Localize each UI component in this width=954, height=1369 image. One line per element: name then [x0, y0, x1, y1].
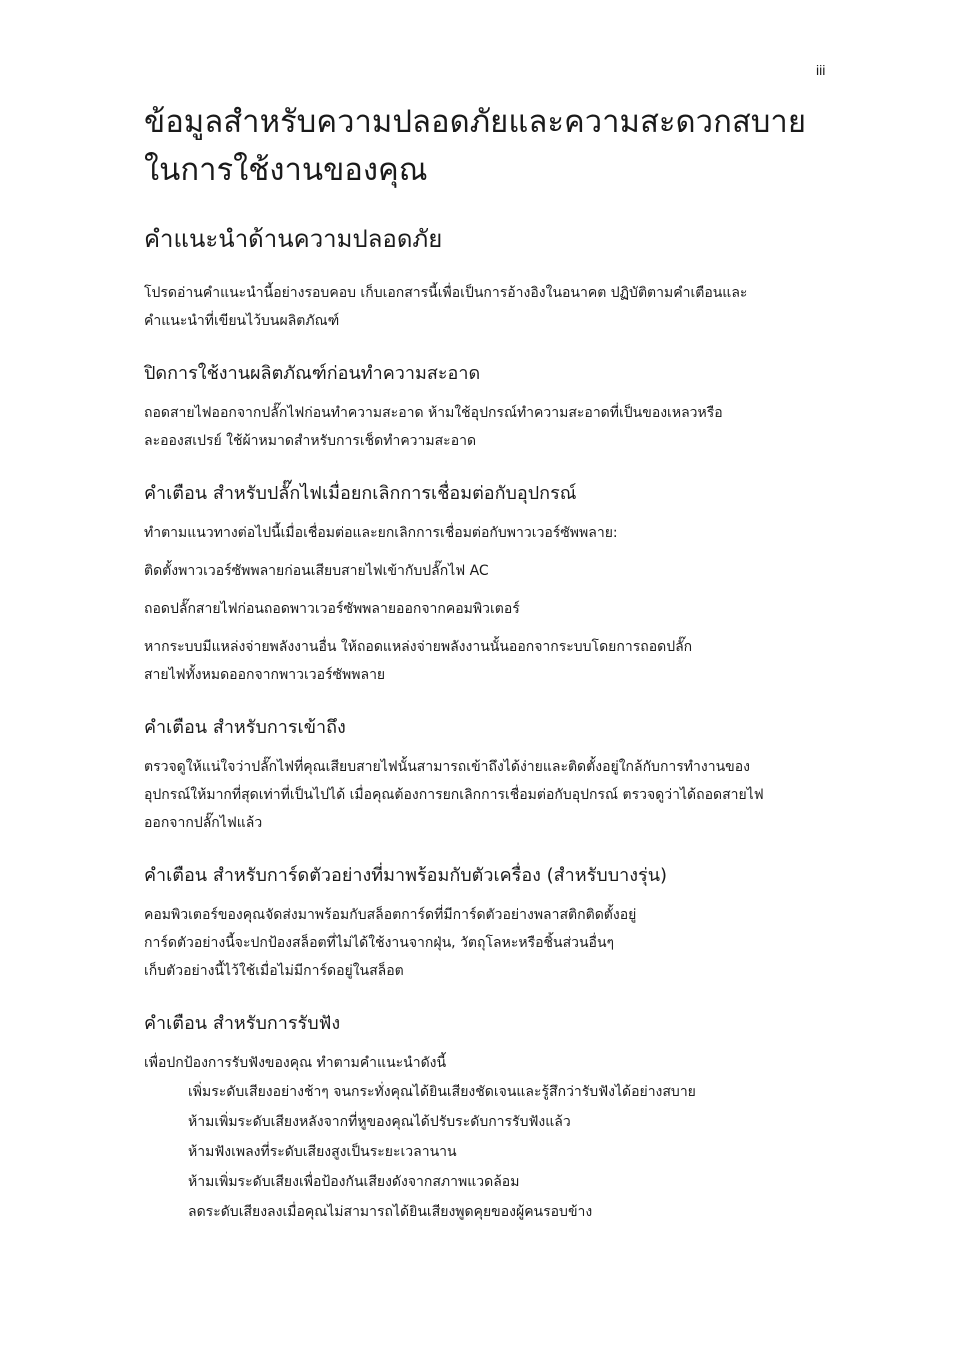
access-warning-section [144, 716, 834, 837]
safety-intro-paragraph [144, 279, 834, 335]
page-title [144, 98, 834, 194]
document-body [144, 98, 834, 1227]
dummy-card-line-1: คอมพิวเตอร์ของคุณจัดส่งมาพร้อมกับสล็อตการ์ดที่มีการ์ดตัวอย่างพลาสติกติดตั้งอยู่ [144, 907, 637, 923]
plug-warning-p4-line-1: หากระบบมีแหล่งจ่ายพลังงานอื่น ให้ถอดแหล่งจ่ายพลังงานนั้นออกจากระบบโดยการถอดปลั๊ก [144, 639, 693, 655]
hearing-warning-section [144, 1012, 834, 1227]
hearing-tip-item: ห้ามเพิ่มระดับเสียงเพื่อป้องกันเสียงดังจากสภาพแวดล้อม [188, 1174, 520, 1190]
dummy-card-warning-paragraph [144, 901, 834, 985]
cleaning-section [144, 362, 834, 455]
access-warning-heading: คำเตือน สำหรับการเข้าถึง [144, 717, 346, 738]
hearing-tips-list [144, 1077, 834, 1227]
page-title-line-1: ข้อมูลสำหรับความปลอดภัยและความสะดวกสบาย [144, 104, 807, 140]
cleaning-paragraph [144, 399, 834, 455]
dummy-card-warning-section [144, 864, 834, 985]
page-title-line-2: ในการใช้งานของคุณ [144, 152, 428, 188]
hearing-tip-item: ลดระดับเสียงลงเมื่อคุณไม่สามารถได้ยินเสียงพูดคุยของผู้คนรอบข้าง [188, 1204, 593, 1220]
plug-warning-section [144, 482, 834, 689]
safety-intro-line-2: คำแนะนำที่เขียนไว้บนผลิตภัณฑ์ [144, 313, 340, 329]
hearing-tip-item: ห้ามฟังเพลงที่ระดับเสียงสูงเป็นระยะเวลานาน [188, 1144, 457, 1160]
hearing-tip-item: เพิ่มระดับเสียงอย่างช้าๆ จนกระทั่งคุณได้ยินเสียงชัดเจนและรู้สึกว่ารับฟังได้อย่างสบาย [188, 1084, 696, 1100]
cleaning-line-1: ถอดสายไฟออกจากปลั๊กไฟก่อนทำความสะอาด ห้ามใช้อุปกรณ์ทำความสะอาดที่เป็นของเหลวหรือ [144, 405, 723, 421]
safety-instructions-heading: คำแนะนำด้านความปลอดภัย [144, 225, 443, 253]
safety-intro-line-1: โปรดอ่านคำแนะนำนี้อย่างรอบคอบ เก็บเอกสารนี้เพื่อเป็นการอ้างอิงในอนาคต ปฏิบัติตามคำเตือนและ [144, 285, 748, 301]
access-warning-paragraph [144, 753, 834, 837]
access-warning-line-3: ออกจากปลั๊กไฟแล้ว [144, 815, 263, 831]
plug-warning-paragraph-2: ติดตั้งพาวเวอร์ซัพพลายก่อนเสียบสายไฟเข้ากับปลั๊กไฟ AC [144, 563, 489, 579]
plug-warning-p4-line-2: สายไฟทั้งหมดออกจากพาวเวอร์ซัพพลาย [144, 667, 386, 683]
page-number: iii [816, 62, 826, 78]
safety-instructions-section [144, 224, 834, 335]
cleaning-heading: ปิดการใช้งานผลิตภัณฑ์ก่อนทำความสะอาด [144, 363, 481, 384]
plug-warning-heading: คำเตือน สำหรับปลั๊กไฟเมื่อยกเลิกการเชื่อมต่อกับอุปกรณ์ [144, 483, 577, 504]
hearing-warning-intro: เพื่อปกป้องการรับฟังของคุณ ทำตามคำแนะนำดังนี้ [144, 1055, 447, 1071]
plug-warning-paragraph-1: ทำตามแนวทางต่อไปนี้เมื่อเชื่อมต่อและยกเลิกการเชื่อมต่อกับพาวเวอร์ซัพพลาย: [144, 525, 618, 541]
access-warning-line-1: ตรวจดูให้แน่ใจว่าปลั๊กไฟที่คุณเสียบสายไฟนั้นสามารถเข้าถึงได้ง่ายและติดตั้งอยู่ใกล้กับการทำงานของ [144, 759, 750, 775]
plug-warning-paragraph-3: ถอดปลั๊กสายไฟก่อนถอดพาวเวอร์ซัพพลายออกจากคอมพิวเตอร์ [144, 601, 520, 617]
hearing-tip-item: ห้ามเพิ่มระดับเสียงหลังจากที่หูของคุณได้ปรับระดับการรับฟังแล้ว [188, 1114, 571, 1130]
dummy-card-warning-heading: คำเตือน สำหรับการ์ดตัวอย่างที่มาพร้อมกับตัวเครื่อง (สำหรับบางรุ่น) [144, 865, 668, 886]
plug-warning-paragraph-4 [144, 633, 834, 689]
dummy-card-line-2: การ์ดตัวอย่างนี้จะปกป้องสล็อตที่ไม่ได้ใช้งานจากฝุ่น, วัตถุโลหะหรือชิ้นส่วนอื่นๆ [144, 935, 615, 951]
dummy-card-line-3: เก็บตัวอย่างนี้ไว้ใช้เมื่อไม่มีการ์ดอยู่ในสล็อต [144, 963, 404, 979]
hearing-warning-heading: คำเตือน สำหรับการรับฟัง [144, 1013, 341, 1034]
access-warning-line-2: อุปกรณ์ให้มากที่สุดเท่าที่เป็นไปได้ เมื่อคุณต้องการยกเลิกการเชื่อมต่อกับอุปกรณ์ ตรวจดูว่าได้ถอดสายไฟ [144, 787, 764, 803]
cleaning-line-2: ละอองสเปรย์ ใช้ผ้าหมาดสำหรับการเช็ดทำความสะอาด [144, 433, 477, 449]
